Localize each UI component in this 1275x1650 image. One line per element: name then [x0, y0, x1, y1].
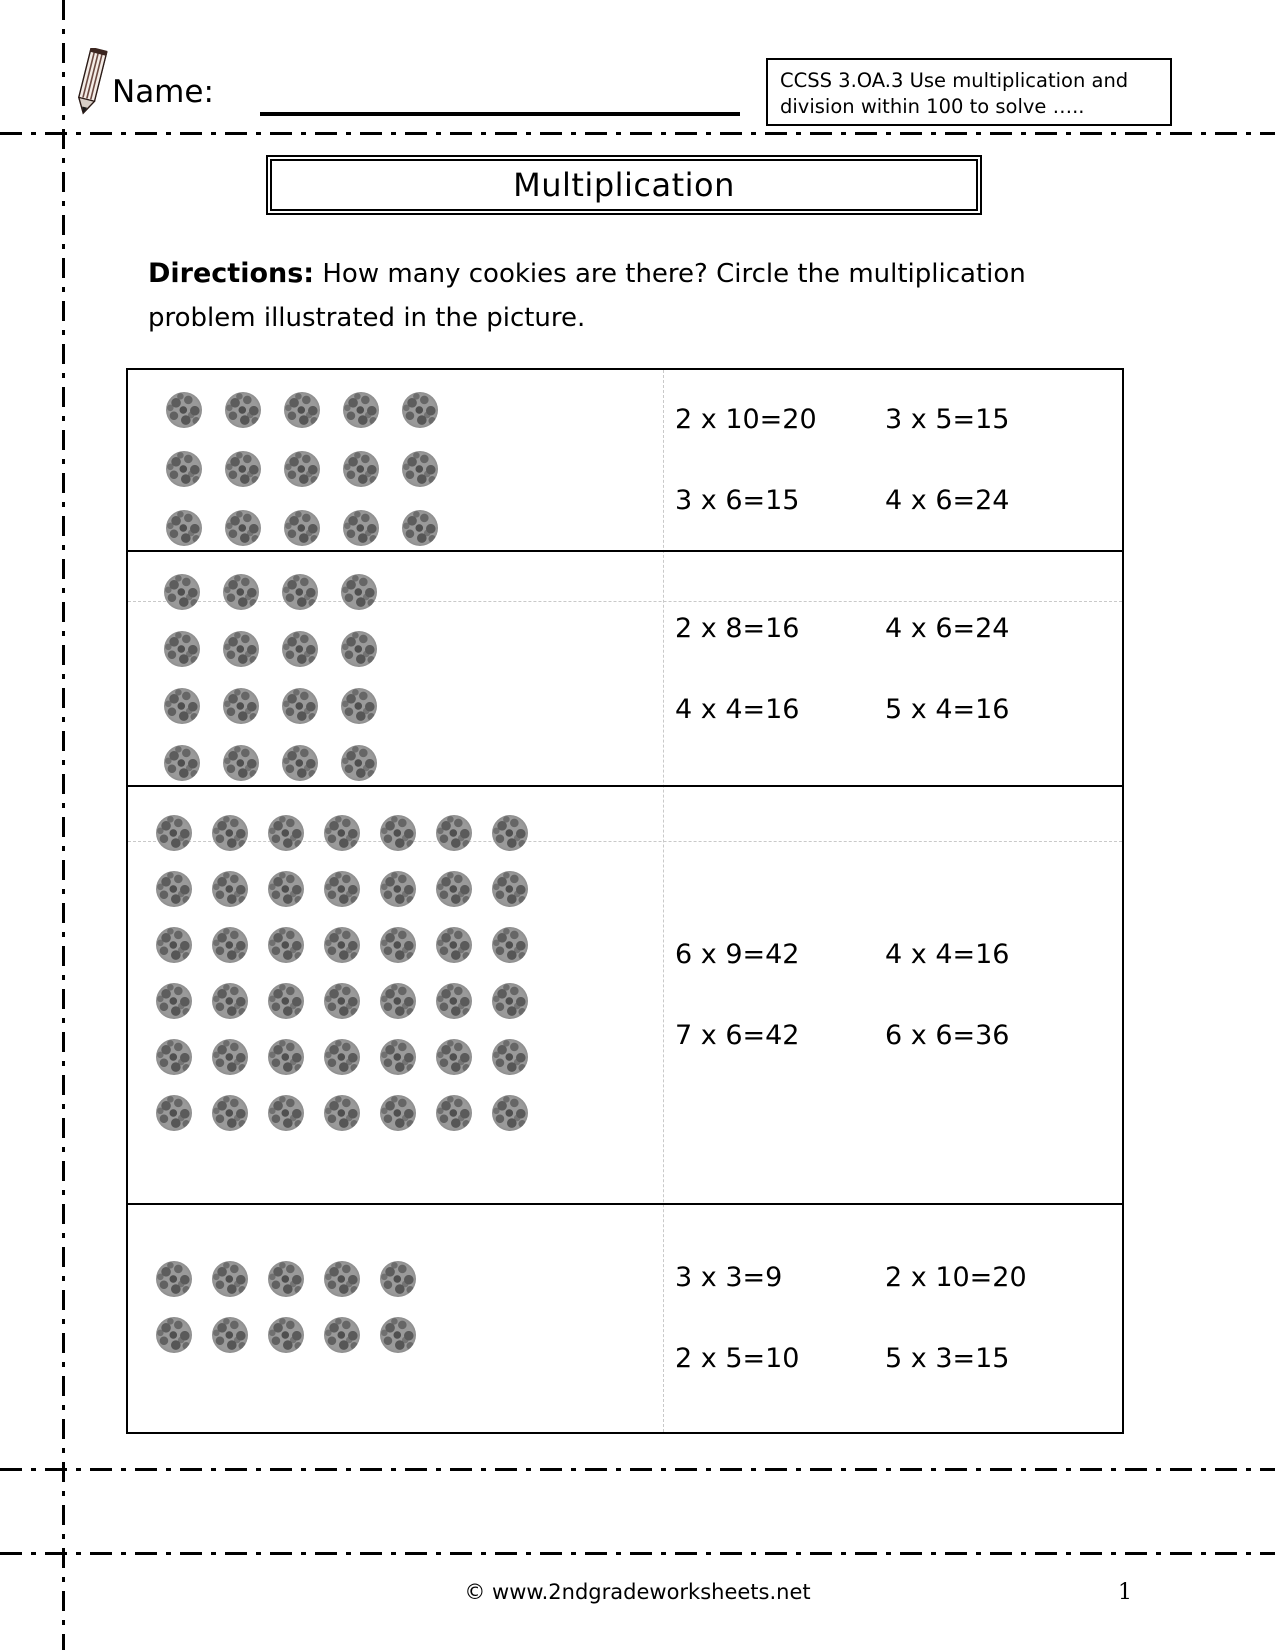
cookie-icon — [166, 392, 202, 428]
answer-choices-cell — [663, 1205, 1122, 1430]
cookie-icon — [492, 1095, 528, 1131]
cookie-icon — [156, 1095, 192, 1131]
option-b[interactable]: 3 x 5=15 — [885, 404, 1010, 435]
cookie-icon — [268, 983, 304, 1019]
option-b[interactable]: 4 x 6=24 — [885, 612, 1010, 644]
answer-choices-cell — [663, 370, 1122, 550]
cookie-icon — [156, 871, 192, 907]
cookie-icon — [380, 1261, 416, 1297]
answer-row-bottom — [663, 1020, 1122, 1051]
table-row — [128, 370, 1122, 550]
cookie-icon — [225, 451, 261, 487]
option-b[interactable]: 4 x 4=16 — [885, 939, 1010, 970]
cookie-icon — [341, 631, 377, 667]
cookie-icon — [380, 1095, 416, 1131]
cookie-icon — [492, 1039, 528, 1075]
picture-cell — [128, 787, 663, 1203]
cookie-icon — [284, 451, 320, 487]
answer-gap — [663, 435, 1122, 485]
cookie-icon — [212, 1039, 248, 1075]
cookie-icon — [380, 815, 416, 851]
cookie-icon — [156, 927, 192, 963]
cookie-icon — [402, 510, 438, 546]
picture-cell — [128, 552, 663, 785]
cookie-icon — [284, 392, 320, 428]
answer-gap — [663, 1293, 1122, 1343]
cookie-icon — [436, 871, 472, 907]
footer-divider — [0, 1552, 1275, 1555]
title-box-inner — [270, 159, 978, 211]
option-c[interactable]: 4 x 4=16 — [675, 693, 800, 725]
option-a[interactable]: 6 x 9=42 — [675, 939, 800, 970]
cookie-icon — [212, 1317, 248, 1353]
ccss-line-1: CCSS 3.OA.3 Use multiplication and — [780, 69, 1129, 92]
option-a[interactable]: 3 x 3=9 — [675, 1261, 783, 1293]
cookie-icon — [212, 983, 248, 1019]
cookie-icon — [268, 1317, 304, 1353]
answer-gap — [663, 970, 1122, 1020]
cookie-array — [128, 1205, 663, 1373]
picture-cell — [128, 1205, 663, 1430]
cookie-icon — [166, 510, 202, 546]
cookie-icon — [324, 1039, 360, 1075]
cookie-icon — [436, 1039, 472, 1075]
cookie-icon — [212, 871, 248, 907]
cookie-icon — [282, 631, 318, 667]
cookie-icon — [282, 574, 318, 610]
answer-gap — [663, 644, 1122, 694]
crop-mark-bottom — [0, 1468, 1275, 1471]
answer-row-top — [663, 613, 1122, 644]
cookie-icon — [156, 1317, 192, 1353]
option-b[interactable]: 2 x 10=20 — [885, 1261, 1027, 1293]
footer-copyright: © www.2ndgradeworksheets.net — [464, 1580, 811, 1604]
cookie-icon — [324, 1317, 360, 1353]
name-label: Name: — [112, 74, 214, 110]
cookie-icon — [324, 983, 360, 1019]
cookie-icon — [380, 1317, 416, 1353]
cookie-icon — [343, 510, 379, 546]
ccss-standard-box — [766, 58, 1172, 126]
answer-row-top — [663, 1262, 1122, 1293]
answer-row-bottom — [663, 694, 1122, 725]
cookie-icon — [223, 688, 259, 724]
answer-row-top — [663, 939, 1122, 970]
directions-text: How many cookies are there? Circle the multiplication problem illustrated in the picture. — [148, 259, 1026, 333]
cookie-icon — [436, 983, 472, 1019]
answer-row-bottom — [663, 1343, 1122, 1374]
cookie-icon — [156, 1261, 192, 1297]
table-row — [128, 785, 1122, 1203]
cookie-icon — [343, 392, 379, 428]
directions-label: Directions: — [148, 258, 315, 289]
cookie-array — [128, 552, 663, 802]
cookie-icon — [268, 927, 304, 963]
option-d[interactable]: 4 x 6=24 — [885, 485, 1010, 516]
answer-row-top — [663, 404, 1122, 435]
cookie-icon — [492, 871, 528, 907]
table-row — [128, 550, 1122, 785]
cookie-icon — [324, 815, 360, 851]
cookie-icon — [212, 815, 248, 851]
cookie-icon — [268, 871, 304, 907]
cookie-icon — [164, 574, 200, 610]
cookie-icon — [164, 688, 200, 724]
crop-mark-top — [0, 132, 1275, 135]
answer-row-bottom — [663, 485, 1122, 516]
option-c[interactable]: 2 x 5=10 — [675, 1342, 800, 1374]
name-blank-line[interactable] — [260, 112, 740, 116]
cookie-icon — [164, 631, 200, 667]
cookie-icon — [324, 871, 360, 907]
cookie-icon — [212, 927, 248, 963]
cookie-icon — [284, 510, 320, 546]
cookie-icon — [223, 745, 259, 781]
cookie-icon — [436, 815, 472, 851]
page-number: 1 — [1118, 1580, 1132, 1605]
cookie-icon — [341, 574, 377, 610]
name-row — [60, 48, 760, 128]
cookie-icon — [212, 1095, 248, 1131]
directions — [148, 252, 1088, 340]
cookie-icon — [380, 1039, 416, 1075]
cookie-icon — [212, 1261, 248, 1297]
cookie-icon — [268, 1261, 304, 1297]
cookie-icon — [436, 1095, 472, 1131]
cookie-icon — [324, 927, 360, 963]
cookie-icon — [343, 451, 379, 487]
option-d[interactable]: 6 x 6=36 — [885, 1020, 1010, 1051]
cookie-icon — [225, 392, 261, 428]
cookie-icon — [380, 983, 416, 1019]
cookie-icon — [380, 871, 416, 907]
cookie-icon — [225, 510, 261, 546]
option-a[interactable]: 2 x 10=20 — [675, 404, 817, 435]
cookie-icon — [324, 1095, 360, 1131]
answer-choices-cell — [663, 787, 1122, 1203]
cookie-icon — [268, 1095, 304, 1131]
option-d[interactable]: 5 x 4=16 — [885, 693, 1010, 725]
cookie-icon — [156, 1039, 192, 1075]
cookie-icon — [268, 815, 304, 851]
cookie-icon — [380, 927, 416, 963]
cookie-icon — [156, 983, 192, 1019]
cookie-icon — [268, 1039, 304, 1075]
cookie-icon — [436, 927, 472, 963]
cookie-array — [128, 370, 663, 569]
option-c[interactable]: 3 x 6=15 — [675, 485, 800, 516]
table-row — [128, 1203, 1122, 1430]
answer-choices-cell — [663, 552, 1122, 785]
option-d[interactable]: 5 x 3=15 — [885, 1342, 1010, 1374]
cookie-icon — [492, 983, 528, 1019]
cookie-icon — [223, 631, 259, 667]
cookie-icon — [341, 688, 377, 724]
cookie-array — [128, 787, 663, 1151]
cookie-icon — [156, 815, 192, 851]
cookie-icon — [492, 927, 528, 963]
option-c[interactable]: 7 x 6=42 — [675, 1020, 800, 1051]
cookie-icon — [324, 1261, 360, 1297]
cookie-icon — [402, 451, 438, 487]
cookie-icon — [282, 745, 318, 781]
problems-table — [126, 368, 1124, 1434]
cookie-icon — [223, 574, 259, 610]
ccss-line-2: division within 100 to solve ….. — [780, 95, 1085, 118]
title-box — [266, 155, 982, 215]
cookie-icon — [166, 451, 202, 487]
crop-mark-left — [62, 0, 65, 1650]
cookie-icon — [341, 745, 377, 781]
cookie-icon — [492, 815, 528, 851]
pencil-icon — [68, 48, 114, 124]
page-title: Multiplication — [513, 166, 735, 204]
cookie-icon — [282, 688, 318, 724]
picture-cell — [128, 370, 663, 550]
cookie-icon — [164, 745, 200, 781]
cookie-icon — [402, 392, 438, 428]
option-a[interactable]: 2 x 8=16 — [675, 612, 800, 644]
